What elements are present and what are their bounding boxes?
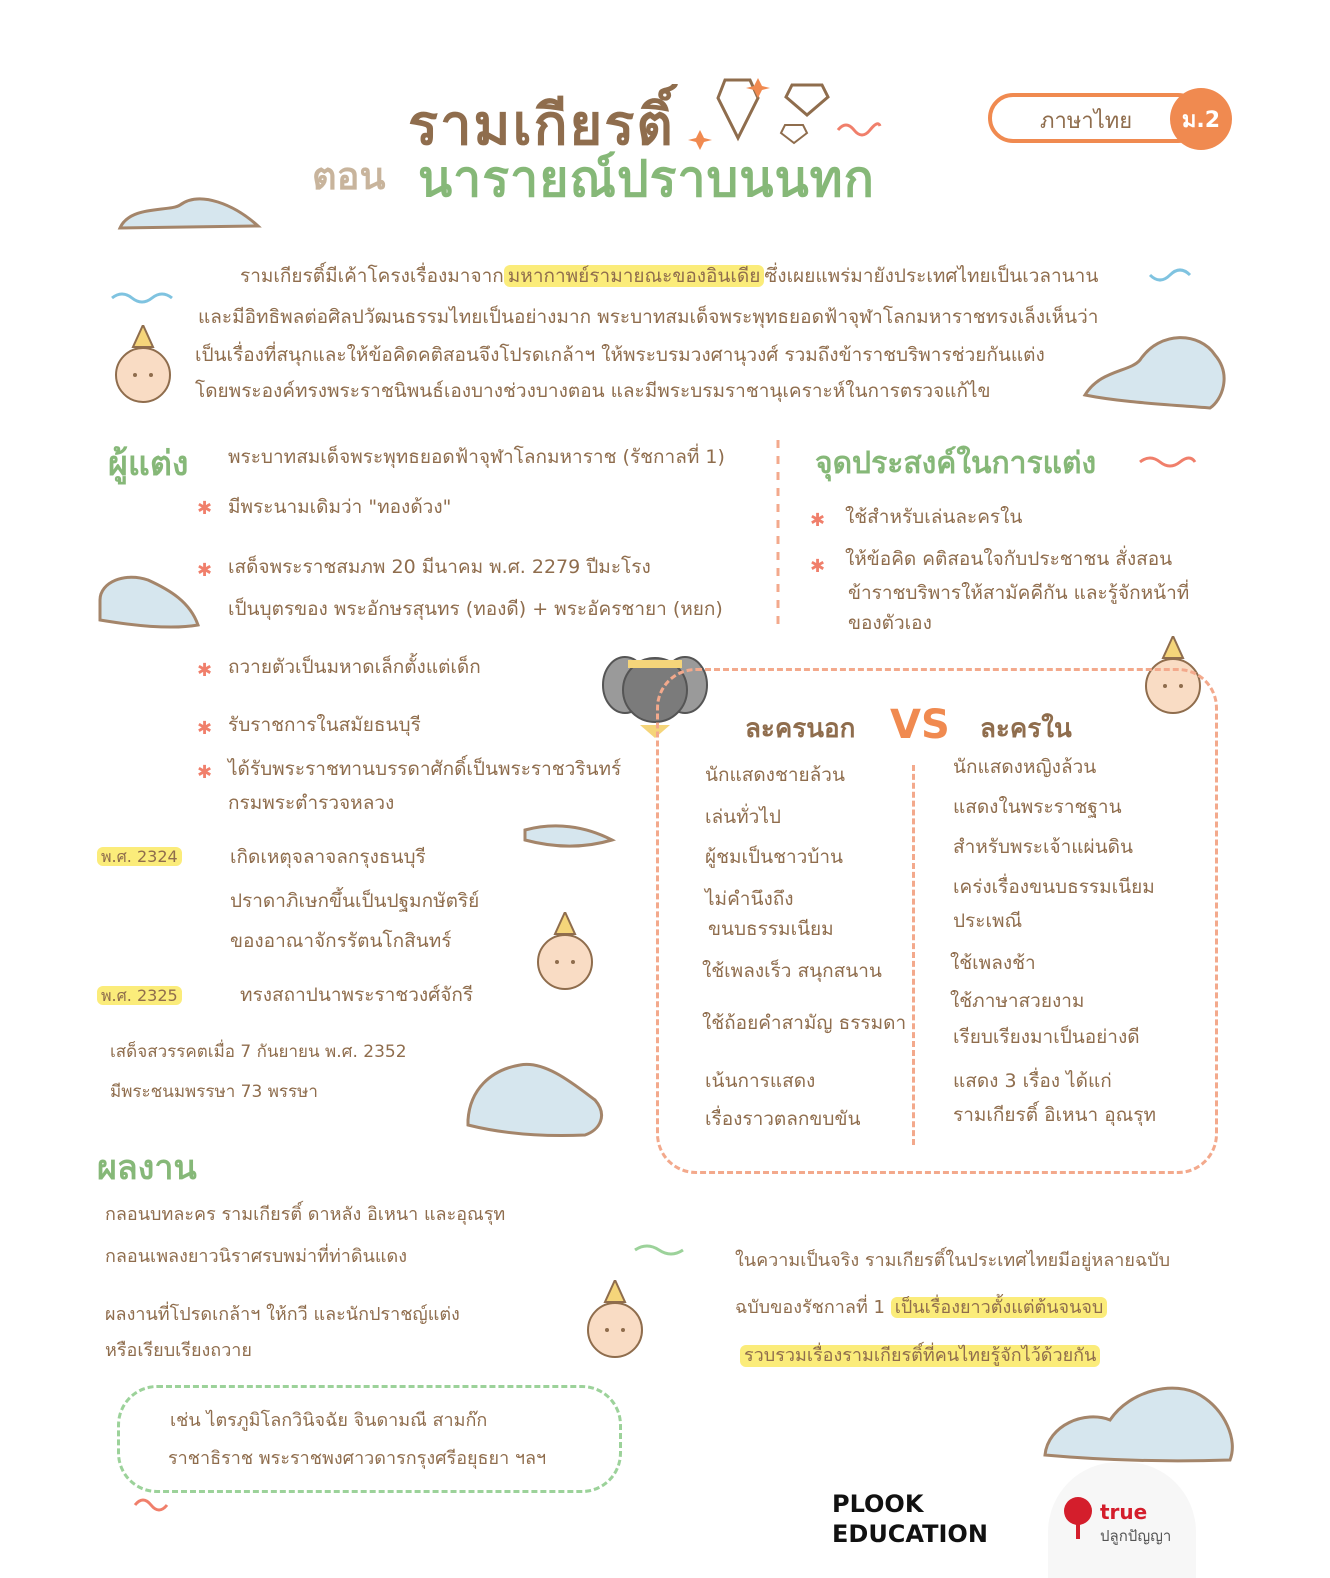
vs-label: VS — [890, 702, 950, 748]
works-line-1: กลอนบทละคร รามเกียรติ์ ดาหลัง อิเหนา และอุณรุท — [105, 1204, 506, 1225]
inner-item-4b: ประเพณี — [953, 910, 1023, 932]
death-date: เสด็จสวรรคตเมื่อ 7 กันยายน พ.ศ. 2352 — [110, 1042, 407, 1062]
cloud-icon — [468, 1064, 602, 1135]
examples-line-1: เช่น ไตรภูมิโลกวินิจฉัย จินดามณี สามก๊ก — [170, 1410, 488, 1431]
squiggle-icon — [838, 124, 880, 135]
tree-icon — [1060, 1495, 1096, 1541]
cloud-icon — [1045, 1388, 1232, 1461]
works-line-4: หรือเรียบเรียงถวาย — [105, 1340, 252, 1361]
true-logo-text: true — [1100, 1500, 1148, 1524]
event-year-2: พ.ศ. 2325 — [97, 986, 182, 1005]
event-1-line-3: ของอาณาจักรรัตนโกสินทร์ — [230, 930, 452, 952]
squiggle-icon — [135, 1500, 167, 1510]
purpose-item-2-line-3: ของตัวเอง — [848, 612, 932, 634]
outer-item-4a: ไม่คำนึงถึง — [705, 888, 794, 910]
intro-line-2: และมีอิทธิพลต่อศิลปวัฒนธรรมไทยเป็นอย่างมาก พระบาทสมเด็จพระพุทธยอดฟ้าจุฬาโลกมหาราชทรงเล็งเห็นว่า — [198, 306, 1099, 328]
star-bullet-icon: ✱ — [197, 762, 213, 783]
outer-drama-title: ละครนอก — [745, 714, 856, 744]
works-line-2: กลอนเพลงยาวนิราศรบพม่าที่ท่าดินแดง — [105, 1246, 407, 1267]
author-heading: ผู้แต่ง — [108, 444, 189, 484]
star-bullet-icon: ✱ — [197, 718, 213, 739]
comparison-divider — [912, 765, 915, 1145]
author-bullet-2: เสด็จพระราชสมภพ 20 มีนาคม พ.ศ. 2279 ปีมะโรง — [228, 556, 651, 578]
note-highlight-1: เป็นเรื่องยาวตั้งแต่ต้นจนจบ — [891, 1297, 1108, 1318]
star-bullet-icon: ✱ — [197, 498, 213, 519]
examples-line-2: ราชาธิราช พระราชพงศาวดารกรุงศรีอยุธยา ฯลฯ — [168, 1448, 547, 1469]
squiggle-icon — [1150, 270, 1190, 280]
inner-item-5: ใช้เพลงช้า — [950, 952, 1036, 974]
plook-education-logo: PLOOK EDUCATION — [832, 1490, 988, 1548]
star-bullet-icon: ✱ — [197, 560, 213, 581]
outer-item-2: เล่นทั่วไป — [705, 806, 781, 828]
works-line-3: ผลงานที่โปรดเกล้าฯ ให้กวี และนักปราชญ์แต่ง — [105, 1304, 460, 1325]
note-line-1: ในความเป็นจริง รามเกียรติ์ในประเทศไทยมีอยู่หลายฉบับ — [735, 1250, 1171, 1271]
character-icon — [530, 912, 600, 997]
event-1-line-1: เกิดเหตุจลาจลกรุงธนบุรี — [230, 846, 426, 868]
purpose-heading: จุดประสงค์ในการแต่ง — [815, 446, 1097, 481]
intro-highlight: มหากาพย์รามายณะของอินเดีย — [504, 265, 765, 287]
intro-line-4: โดยพระองค์ทรงพระราชนิพนธ์เองบางช่วงบางตอน และมีพระบรมราชานุเคราะห์ในการตรวจแก้ไข — [195, 380, 991, 402]
note-line-3: รวบรวมเรื่องรามเกียรติ์ที่คนไทยรู้จักไว้ด้วยกัน — [740, 1345, 1100, 1367]
inner-item-3: สำหรับพระเจ้าแผ่นดิน — [953, 836, 1133, 858]
event-2-line-1: ทรงสถาปนาพระราชวงศ์จักรี — [240, 984, 474, 1006]
squiggle-icon — [1140, 458, 1195, 466]
cloud-icon — [120, 199, 258, 228]
note-line-2: ฉบับของรัชกาลที่ 1 เป็นเรื่องยาวตั้งแต่ต้นจนจบ — [735, 1297, 1107, 1319]
examples-box — [117, 1385, 622, 1493]
author-bullet-5: ได้รับพระราชทานบรรดาศักดิ์เป็นพระราชวรินทร์ — [228, 758, 622, 780]
purpose-item-2-line-2: ข้าราชบริพารให้สามัคคีกัน และรู้จักหน้าที่ — [848, 582, 1190, 604]
author-bullet-4: รับราชการในสมัยธนบุรี — [228, 714, 421, 736]
author-bullet-2b: เป็นบุตรของ พระอักษรสุนทร (ทองดี) + พระอัครชายา (หยก) — [228, 598, 723, 620]
grade-badge: ม.2 — [1170, 88, 1232, 150]
intro-line-1: รามเกียรติ์มีเค้าโครงเรื่องมาจาก มหากาพย์รามายณะของอินเดีย ซึ่งเผยแพร่มายังประเทศไทยเป็นเวลานาน — [240, 265, 1099, 287]
star-bullet-icon: ✱ — [197, 660, 213, 681]
author-bullet-1: มีพระนามเดิมว่า "ทองด้วง" — [228, 496, 452, 518]
inner-item-7b: รามเกียรติ์ อิเหนา อุณรุท — [953, 1104, 1157, 1126]
cloud-icon — [100, 577, 198, 627]
intro-line-3: เป็นเรื่องที่สนุกและให้ข้อคิดคติสอนจึงโปรดเกล้าฯ ให้พระบรมวงศานุวงศ์ รวมถึงข้าราชบริพารช่วยกันแต่ง — [195, 344, 1045, 366]
title-prefix: ตอน — [312, 154, 386, 198]
author-bullet-5b: กรมพระตำรวจหลวง — [228, 792, 395, 814]
event-year-1: พ.ศ. 2324 — [97, 847, 182, 866]
outer-item-4b: ขนบธรรมเนียม — [708, 918, 834, 940]
inner-item-4a: เคร่งเรื่องขนบธรรมเนียม — [953, 876, 1155, 898]
subject-label: ภาษาไทย — [1040, 109, 1133, 134]
works-heading: ผลงาน — [97, 1148, 197, 1188]
star-bullet-icon: ✱ — [810, 510, 826, 531]
event-1-line-2: ปราดาภิเษกขึ้นเป็นปฐมกษัตริย์ — [230, 890, 480, 912]
inner-item-6b: เรียบเรียงมาเป็นอย่างดี — [953, 1026, 1140, 1048]
inner-item-7a: แสดง 3 เรื่อง ได้แก่ — [953, 1070, 1112, 1092]
outer-item-3: ผู้ชมเป็นชาวบ้าน — [705, 846, 844, 868]
inner-item-2: แสดงในพระราชฐาน — [953, 796, 1122, 818]
outer-item-7b: เรื่องราวตลกขบขัน — [705, 1108, 861, 1130]
page-title: รามเกียรติ์ — [408, 93, 675, 158]
true-logo-subtext: ปลูกปัญญา — [1100, 1527, 1172, 1545]
outer-item-6: ใช้ถ้อยคำสามัญ ธรรมดา — [702, 1012, 907, 1034]
character-icon — [580, 1280, 650, 1365]
age-at-death: มีพระชนมพรรษา 73 พรรษา — [110, 1082, 318, 1102]
purpose-item-1: ใช้สำหรับเล่นละครใน — [845, 506, 1023, 528]
star-bullet-icon: ✱ — [810, 556, 826, 577]
outer-item-5: ใช้เพลงเร็ว สนุกสนาน — [702, 960, 882, 982]
inner-item-6a: ใช้ภาษาสวยงาม — [950, 990, 1085, 1012]
squiggle-icon — [635, 1246, 683, 1254]
author-name: พระบาทสมเด็จพระพุทธยอดฟ้าจุฬาโลกมหาราช (รัชกาลที่ 1) — [228, 446, 725, 468]
cloud-icon — [525, 826, 612, 846]
author-bullet-3: ถวายตัวเป็นมหาดเล็กตั้งแต่เด็ก — [228, 656, 481, 678]
inner-item-1: นักแสดงหญิงล้วน — [953, 756, 1097, 778]
outer-item-1: นักแสดงชายล้วน — [705, 764, 845, 786]
outer-item-7a: เน้นการแสดง — [705, 1070, 816, 1092]
inner-drama-title: ละครใน — [980, 714, 1072, 744]
page-subtitle: นารายณ์ปราบนนทก — [418, 150, 875, 208]
cloud-icon — [1085, 338, 1224, 408]
character-icon — [108, 325, 178, 410]
purpose-item-2-line-1: ให้ข้อคิด คติสอนใจกับประชาชน สั่งสอน — [845, 548, 1173, 570]
squiggle-icon — [112, 294, 172, 302]
